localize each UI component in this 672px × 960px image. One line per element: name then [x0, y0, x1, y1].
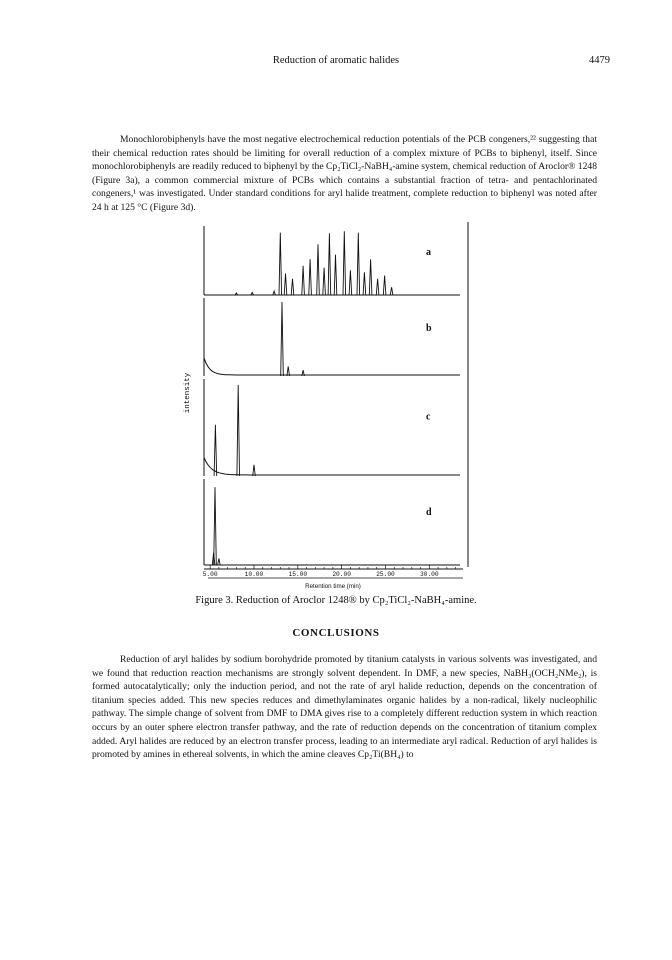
- peak-a-16: [363, 272, 366, 295]
- figure-caption: Figure 3. Reduction of Aroclor 1248® by Cp₂TiCl₂-NaBH₄-amine.: [195, 595, 477, 606]
- peak-a-12: [334, 255, 337, 295]
- paragraph-monochlorobiphenyls: [92, 133, 597, 215]
- section-heading-conclusions: CONCLUSIONS: [292, 627, 380, 639]
- peak-a-4: [279, 233, 282, 295]
- peak-a-17: [369, 259, 372, 295]
- peak-a-14: [349, 270, 352, 295]
- peak-a-3: [273, 291, 276, 295]
- peak-a-6: [291, 279, 294, 295]
- paragraph-conclusions: [92, 653, 597, 762]
- x-tick-label-10.00: 10.00: [244, 571, 264, 578]
- running-title: Reduction of aromatic halides: [272, 55, 400, 66]
- x-tick-label-25.00: 25.00: [376, 571, 395, 578]
- x-tick-label-30.00: 30.00: [420, 571, 439, 578]
- peak-d-3: [218, 558, 221, 565]
- panel-c-baseline: [204, 458, 460, 476]
- figure-3-chromatograms: [178, 218, 478, 594]
- peak-a-19: [383, 276, 386, 296]
- peak-b-1: [281, 302, 284, 376]
- panel-label-a: a: [426, 246, 431, 258]
- peak-a-10: [323, 268, 326, 295]
- peak-a-18: [376, 279, 379, 295]
- panel-label-c: c: [426, 411, 431, 423]
- peak-a-11: [328, 233, 331, 295]
- peak-c-1: [214, 425, 217, 476]
- peak-a-8: [309, 259, 312, 295]
- peak-a-7: [302, 266, 305, 295]
- x-tick-label-20.00: 20.00: [332, 571, 351, 578]
- x-tick-label-5.00: 5.00: [202, 571, 218, 578]
- peak-d-2: [214, 487, 217, 565]
- peak-a-20: [390, 287, 393, 295]
- peak-c-3: [253, 465, 256, 476]
- x-tick-label-15.00: 15.00: [288, 571, 308, 578]
- page-number: 4479: [589, 55, 610, 66]
- panel-label-d: d: [426, 507, 432, 519]
- peak-a-13: [343, 231, 346, 295]
- peak-c-2: [237, 385, 240, 476]
- chromatogram-svg: [178, 218, 478, 594]
- panel-label-b: b: [426, 322, 432, 334]
- peak-a-5: [284, 274, 287, 296]
- paragraph-1-text: Monochlorobiphenyls have the most negative electrochemical reduction potentials of the PCB congeners,²² suggesting that their chemical reduction rates should be limiting for overall reduction of a complex mixture of PCBs to biphenyl, itself. Since monochlorobiphenyls are readily reduced to biphenyl by the Cp₂TiCl₂-NaBH₄-amine system, chemical reduction of Aroclor® 1248 (Figure 3a), a common commercial mixture of PCBs which contains a substantial fraction of tetra- and pentachlorinated congeners,¹ was investigated. Under standard conditions for aryl halide treatment, complete reduction to biphenyl was noted after 24 h at 125 °C (Figure 3d).: [92, 134, 597, 213]
- panel-b-baseline: [204, 358, 460, 375]
- y-axis-title: intensity: [184, 372, 192, 414]
- x-axis-title: Retention time (min): [305, 583, 361, 590]
- peak-a-9: [317, 244, 320, 295]
- peak-a-15: [357, 233, 360, 295]
- paragraph-2-text: Reduction of aryl halides by sodium borohydride promoted by titanium catalysts in various solvents was investigated, and we found that reduction reaction mechanisms are strongly solvent dependent. In DMF, a new species, NaBH₃(OCH₂NMe₂), is formed autocatalytically; only the induction period, and not the rate of aryl halide reduction, depends on the concentration of titanium species added. This new species reduces and dimethylaminates organic halides by a non-radical, likely nucleophilic pathway. The simple change of solvent from DMF to DMA gives rise to a completely different reduction system in which reaction occurs by an outer sphere electron transfer pathway, and the rate of reduction depends on the concentration of titanium complex added. Aryl halides are reduced by an electron transfer process, leading to an intermediate aryl radical. Reduction of aryl halides is promoted by amines in ethereal solvents, in which the amine cleaves Cp₂Ti(BH₄) to: [92, 654, 597, 761]
